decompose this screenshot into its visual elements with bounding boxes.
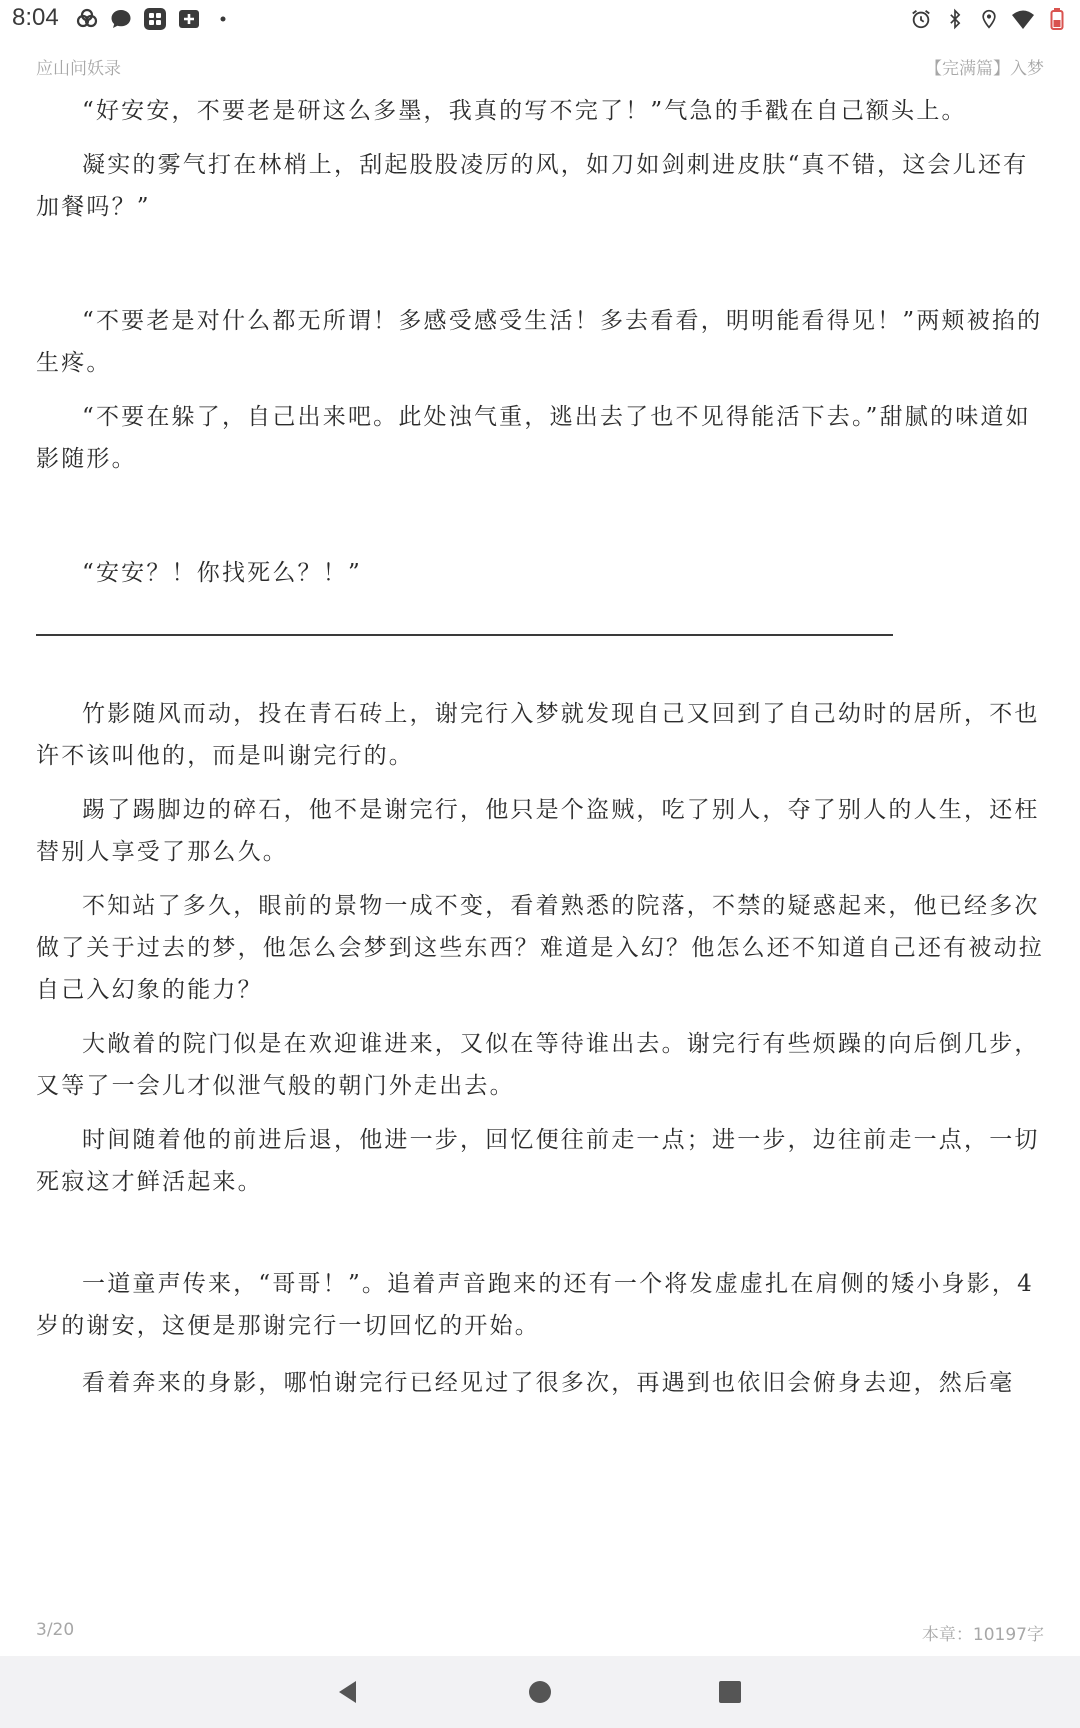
paragraph: 一道童声传来，“哥哥！”。追着声音跑来的还有一个将发虚虚扎在肩侧的矮小身影，4岁的谢安，这便是那谢完行一切回忆的开始。 [36,1271,1034,1339]
chapter-word-count: 本章：10197字 [921,1625,1044,1645]
alarm-icon [908,6,934,32]
chat-bubble-icon [108,6,134,32]
reader-footer [36,1618,1044,1646]
home-icon[interactable] [522,1674,558,1710]
paragraph: 竹影随风而动，投在青石砖上，谢完行入梦就发现自己又回到了自己幼时的居所，不也许不该叫他的，而是叫谢完行的。 [36,701,1040,769]
notification-icons [74,6,236,32]
paragraph: 踢了踢脚边的碎石，他不是谢完行，他只是个盗贼，吃了别人，夺了别人的人生，还枉替别人享受了那么久。 [36,797,1040,865]
battery-icon [1044,6,1070,32]
paragraph: 大敞着的院门似是在欢迎谁进来，又似在等待谁出去。谢完行有些烦躁的向后倒几步，又等了一会儿才似泄气般的朝门外走出去。 [36,1031,1040,1099]
add-box-icon [176,6,202,32]
book-title: 应山问妖录 [36,59,121,79]
reader-header [36,50,1044,80]
paragraph: 时间随着他的前进后退，他进一步，回忆便往前走一点；进一步，边往前走一点，一切死寂这才鲜活起来。 [36,1127,1040,1195]
paragraph: 凝实的雾气打在林梢上，刮起股股凌厉的风，如刀如剑刺进皮肤“真不错，这会儿还有加餐吗？” [36,152,1029,220]
paragraph: “好安安，不要老是研这么多墨，我真的写不完了！”气急的手戳在自己额头上。 [82,98,967,124]
wifi-icon [1010,6,1036,32]
cloud-app-icon [74,6,100,32]
paragraph: 看着奔来的身影，哪怕谢完行已经见过了很多次，再遇到也依旧会俯身去迎，然后毫 [82,1370,1015,1396]
paragraph: “不要在躲了，自己出来吧。此处浊气重，逃出去了也不见得能活下去。”甜腻的味道如影随形。 [36,404,1031,472]
paragraph: 不知站了多久，眼前的景物一成不变，看着熟悉的院落，不禁的疑惑起来，他已经多次做了关于过去的梦，他怎么会梦到这些东西？难道是入幻？他怎么还不知道自己还有被动拉自己入幻象的能力？ [36,893,1044,1003]
recents-icon[interactable] [712,1674,748,1710]
system-nav-bar [0,1656,1080,1728]
location-icon [976,6,1002,32]
system-icons [908,6,1070,32]
status-time: 8:04 [12,4,59,31]
paragraph: “安安？！你找死么？！” [82,560,362,586]
paragraph: “不要老是对什么都无所谓！多感受感受生活！多去看看，明明能看得见！”两颊被掐的生疼。 [36,308,1043,376]
chapter-title: 【完满篇】入梦 [925,59,1044,79]
reading-content[interactable] [36,90,1044,1404]
dot-icon [210,6,236,32]
back-icon[interactable] [330,1674,366,1710]
bluetooth-icon [942,6,968,32]
app-grid-icon [142,6,168,32]
status-bar [0,0,1080,40]
page-indicator: 3/20 [36,1620,75,1640]
